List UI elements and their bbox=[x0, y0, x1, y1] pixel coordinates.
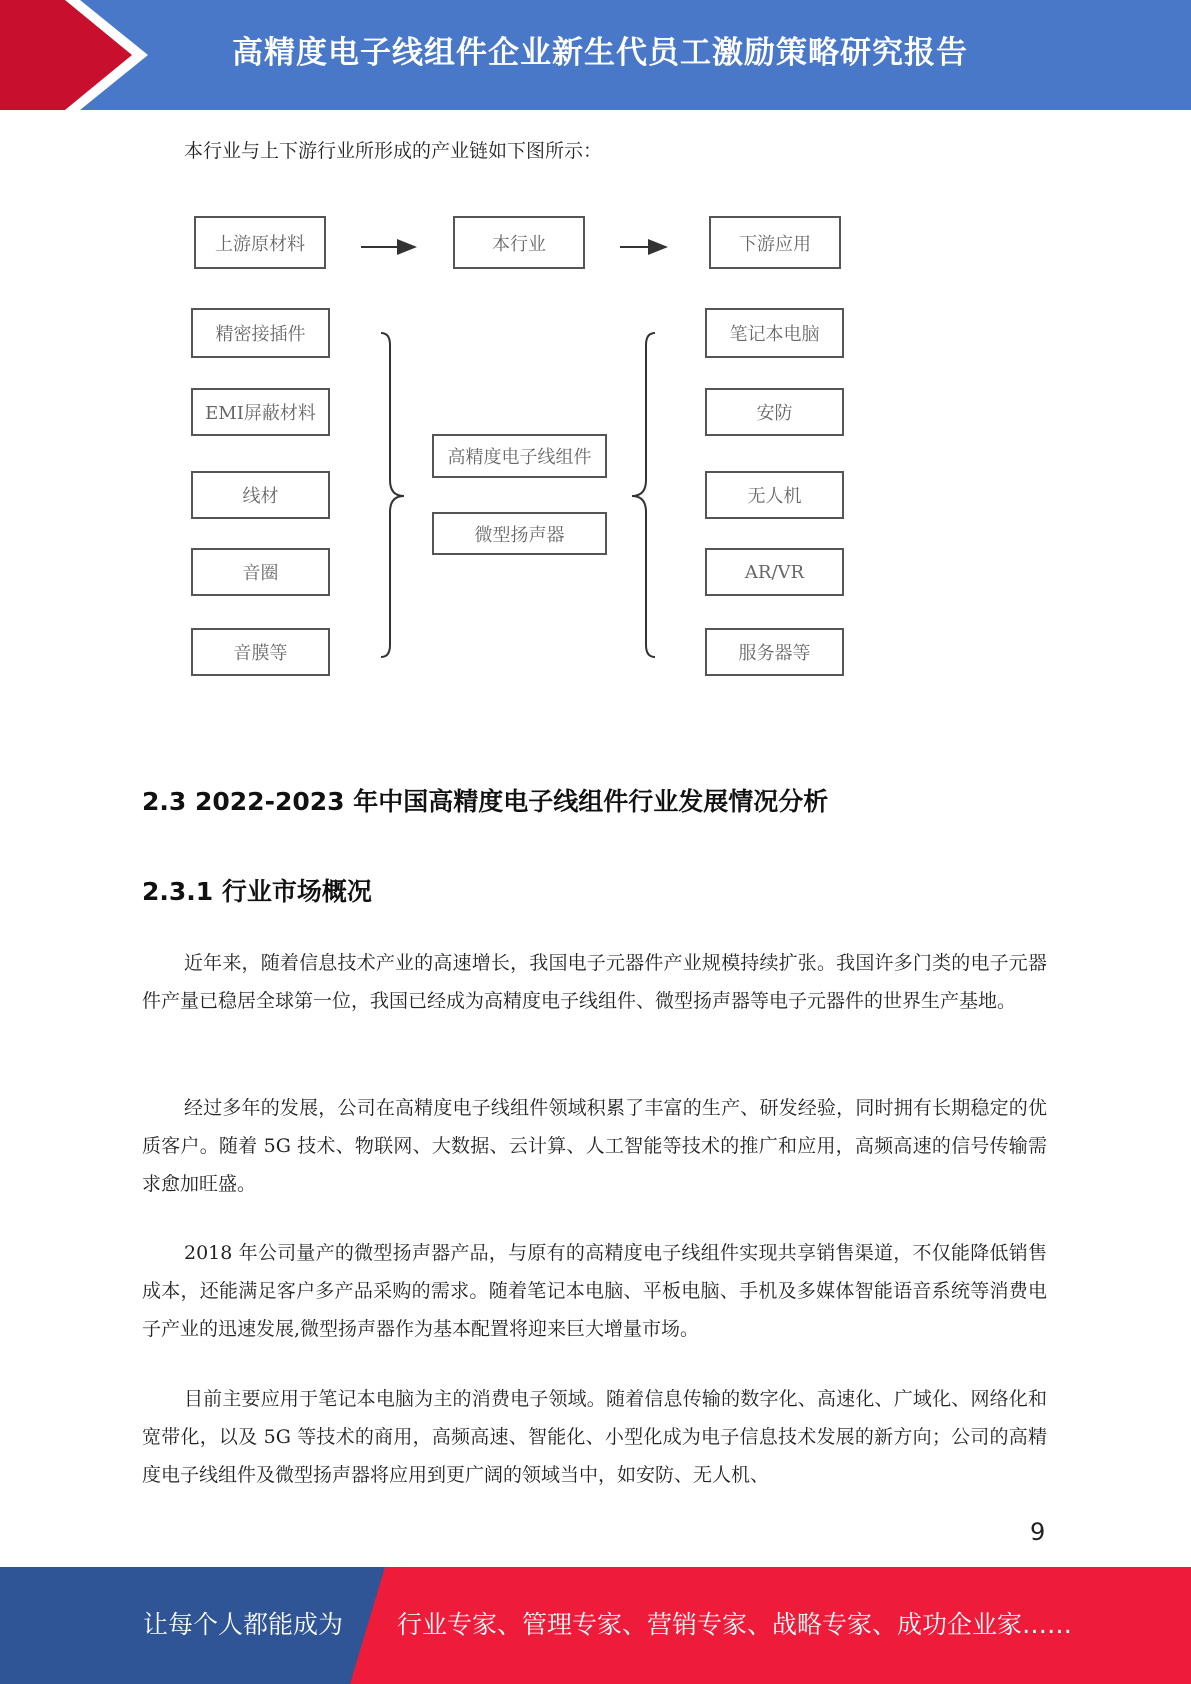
upstream-item: 线材 bbox=[191, 471, 330, 519]
industry-item: 高精度电子线组件 bbox=[432, 434, 607, 478]
body-paragraph: 经过多年的发展，公司在高精度电子线组件领域积累了丰富的生产、研发经验，同时拥有长期稳定的优质客户。随着 5G 技术、物联网、大数据、云计算、人工智能等技术的推广和应用，高频高速的信号传输需求愈加旺盛。 bbox=[142, 1097, 1047, 1195]
intro-text: 本行业与上下游行业所形成的产业链如下图所示： bbox=[184, 140, 603, 162]
footer-slogan-left: 让每个人都能成为 bbox=[143, 1610, 344, 1639]
upstream-item: 精密接插件 bbox=[191, 308, 330, 358]
body-paragraph: 近年来，随着信息技术产业的高速增长，我国电子元器件产业规模持续扩张。我国许多门类的电子元器件产量已稳居全球第一位，我国已经成为高精度电子线组件、微型扬声器等电子元器件的世界生产基地。 bbox=[142, 952, 1047, 1012]
brace-right bbox=[632, 333, 655, 657]
downstream-item: 安防 bbox=[705, 388, 844, 436]
downstream-item: 笔记本电脑 bbox=[705, 308, 844, 358]
body-paragraph: 2018 年公司量产的微型扬声器产品，与原有的高精度电子线组件实现共享销售渠道，不仅能降低销售成本，还能满足客户多产品采购的需求。随着笔记本电脑、平板电脑、手机及多媒体智能语音系统等消费电子产业的迅速发展,微型扬声器作为基本配置将迎来巨大增量市场。 bbox=[142, 1242, 1047, 1340]
header-title: 高精度电子线组件企业新生代员工激励策略研究报告 bbox=[232, 35, 968, 71]
upstream-item: 音膜等 bbox=[191, 628, 330, 676]
body-paragraph: 目前主要应用于笔记本电脑为主的消费电子领域。随着信息传输的数字化、高速化、广域化、网络化和宽带化，以及 5G 等技术的商用，高频高速、智能化、小型化成为电子信息技术发展的新方向；公司的高精度电子线组件及微型扬声器将应用到更广阔的领域当中，如安防、无人机、 bbox=[142, 1388, 1047, 1486]
downstream-item: AR/VR bbox=[705, 548, 844, 596]
downstream-item: 服务器等 bbox=[705, 628, 844, 676]
top-box-upstream: 上游原材料 bbox=[194, 216, 326, 269]
subsection-heading: 2.3.1 行业市场概况 bbox=[142, 877, 372, 906]
industry-item: 微型扬声器 bbox=[432, 512, 607, 555]
downstream-item: 无人机 bbox=[705, 471, 844, 519]
page-number: 9 bbox=[1030, 1518, 1046, 1546]
footer-slogan-right: 行业专家、管理专家、营销专家、战略专家、成功企业家…… bbox=[397, 1610, 1073, 1639]
top-box-downstream: 下游应用 bbox=[709, 216, 841, 269]
section-heading: 2.3 2022-2023 年中国高精度电子线组件行业发展情况分析 bbox=[142, 787, 829, 816]
brace-left bbox=[381, 333, 404, 657]
upstream-item: 音圈 bbox=[191, 548, 330, 596]
top-box-industry: 本行业 bbox=[453, 216, 585, 269]
upstream-item: EMI屏蔽材料 bbox=[191, 388, 330, 436]
diagram-connectors bbox=[0, 0, 1191, 700]
page-footer bbox=[0, 1567, 1191, 1684]
